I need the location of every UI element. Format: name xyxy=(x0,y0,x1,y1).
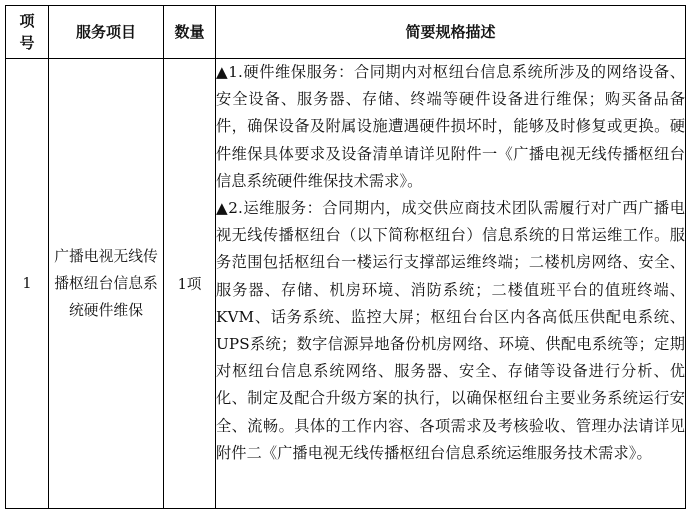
service-spec-table xyxy=(5,5,686,509)
table-row xyxy=(6,59,686,509)
header-desc: 简要规格描述 xyxy=(216,6,686,59)
header-qty: 数量 xyxy=(164,6,216,59)
header-no: 项号 xyxy=(6,6,49,59)
desc-paragraph-ops: ▲2.运维服务：合同期内，成交供应商技术团队需履行对广西广播电视无线传播枢纽台（以下简称枢纽台）信息系统的日常运维工作。服务范围包括枢纽台一楼运行支撑部运维终端；二楼机房网络、安全、服务器、存储、机房环境、消防系统；二楼值班平台的值班终端、KVM、话务系统、监控大屏；枢纽台台区内各高低压供配电系统、UPS系统；数字信源异地备份机房网络、环境、供配电系统等；定期对枢纽台信息系统网络、服务器、安全、存储等设备进行分析、优化、制定及配合升级方案的执行，以确保枢纽台主要业务系统运行安全、流畅。具体的工作内容、各项需求及考核验收、管理办法请详见附件二《广播电视无线传播枢纽台信息系统运维服务技术需求》。 xyxy=(216,199,685,462)
cell-no: 1 xyxy=(6,59,49,509)
cell-qty: 1项 xyxy=(164,59,216,509)
cell-desc xyxy=(216,59,686,509)
desc-paragraph-hardware: ▲1.硬件维保服务：合同期内对枢纽台信息系统所涉及的网络设备、安全设备、服务器、存储、终端等硬件设备进行维保；购买备品备件，确保设备及附属设施遭遇硬件损坏时，能够及时修复或更换。硬件维保具体要求及设备清单请详见附件一《广播电视无线传播枢纽台信息系统硬件维保技术需求》。 xyxy=(216,63,685,190)
cell-item: 广播电视无线传播枢纽台信息系统硬件维保 xyxy=(49,59,164,509)
header-row xyxy=(6,6,686,59)
header-item: 服务项目 xyxy=(49,6,164,59)
